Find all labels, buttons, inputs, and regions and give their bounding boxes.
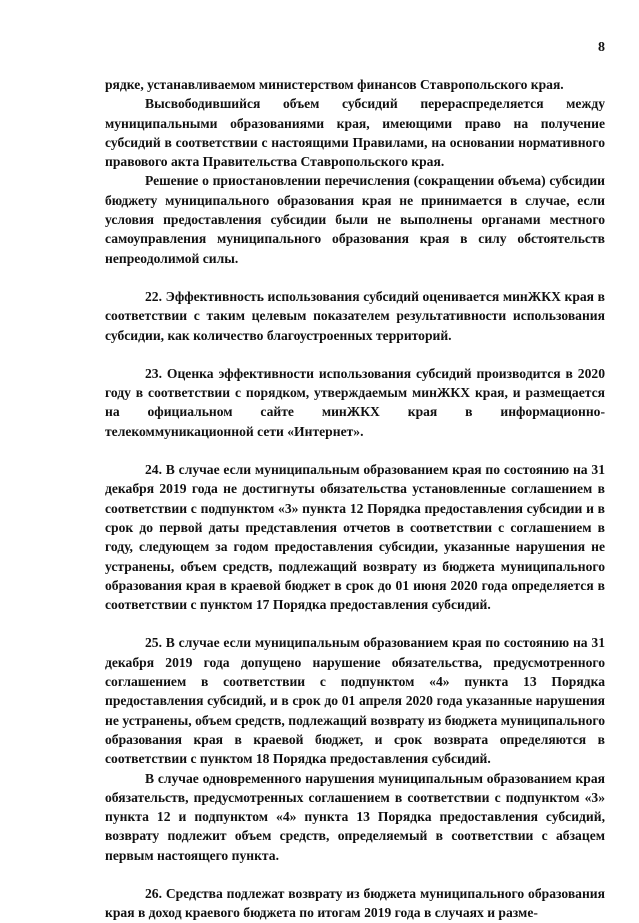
page-number: 8 — [598, 40, 605, 55]
paragraph-23: 23. Оценка эффективности использования субсидий производится в 2020 году в соответствии с порядком, утверждаемым минЖКХ края, и размещается на официальном сайте минЖКХ края в информационно-телекоммуникационной сети «Интернет». — [105, 365, 605, 439]
paragraph-gap — [105, 268, 605, 287]
paragraph-continuation: рядке, устанавливаемом министерством финансов Ставропольского края. — [105, 77, 564, 92]
paragraph-25-simultaneous: В случае одновременного нарушения муниципальным образованием края обязательств, предусмотренных соглашением в соответствии с подпунктом «3» пункта 12 и подпунктом «4» пункта 13 Порядка предоставления субсидий, возврату подлежит объем средств, определяемый в соответствии с абзацем первым настоящего пункта. — [105, 770, 605, 863]
paragraph-gap — [105, 614, 605, 633]
paragraph-gap — [105, 865, 605, 884]
paragraph-25: 25. В случае если муниципальным образованием края по состоянию на 31 декабря 2019 года допущено нарушение обязательства, предусмотренного соглашением в соответствии с подпунктом «4» пункта 13 Порядка предоставления субсидий, и в срок до 01 апреля 2020 года указанные нарушения не устранены, объем средств, подлежащий возврату из бюджета муниципального образования края в краевой бюджет, и срок возврата определяются в соответствии с пунктом 18 Порядка предоставления субсидий. — [105, 635, 605, 767]
paragraph-26: 26. Средства подлежат возврату из бюджета муниципального образования края в доход краевого бюджета по итогам 2019 года в случаях и разме- — [105, 885, 605, 921]
paragraph-24: 24. В случае если муниципальным образованием края по состоянию на 31 декабря 2019 года не достигнуты обязательства установленные соглашением в соответствии с подпунктом «3» пункта 12 Порядка предоставления субсидии и в срок до первой даты представления отчетов в соответствии с соглашением в году, следующем за годом предоставления субсидии, указанные нарушения не устранены, объем средств, подлежащий возврату из бюджета муниципального образования края в краевой бюджет в срок до 01 июня 2020 года определяется в соответствии с пунктом 17 Порядка предоставления субсидий. — [105, 462, 605, 613]
paragraph-gap — [105, 345, 605, 364]
paragraph-22: 22. Эффективность использования субсидий оценивается минЖКХ края в соответствии с таким целевым показателем результативности использования субсидии, как количество благоустроенных территорий. — [105, 288, 605, 343]
paragraph-suspension-decision: Решение о приостановлении перечисления (сокращении объема) субсидии бюджету муниципального образования края не принимается в случае, если условия предоставления субсидии были не выполнены органами местного самоуправления муниципального образования края в силу обстоятельств непреодолимой силы. — [105, 173, 605, 266]
paragraph-reallocation: Высвободившийся объем субсидий перераспределяется между муниципальными образованиями края, имеющими право на получение субсидий в соответствии с настоящими Правилами, на основании нормативного правового акта Правительства Ставропольского края. — [105, 96, 605, 170]
paragraph-gap — [105, 441, 605, 460]
document-body — [105, 75, 605, 923]
